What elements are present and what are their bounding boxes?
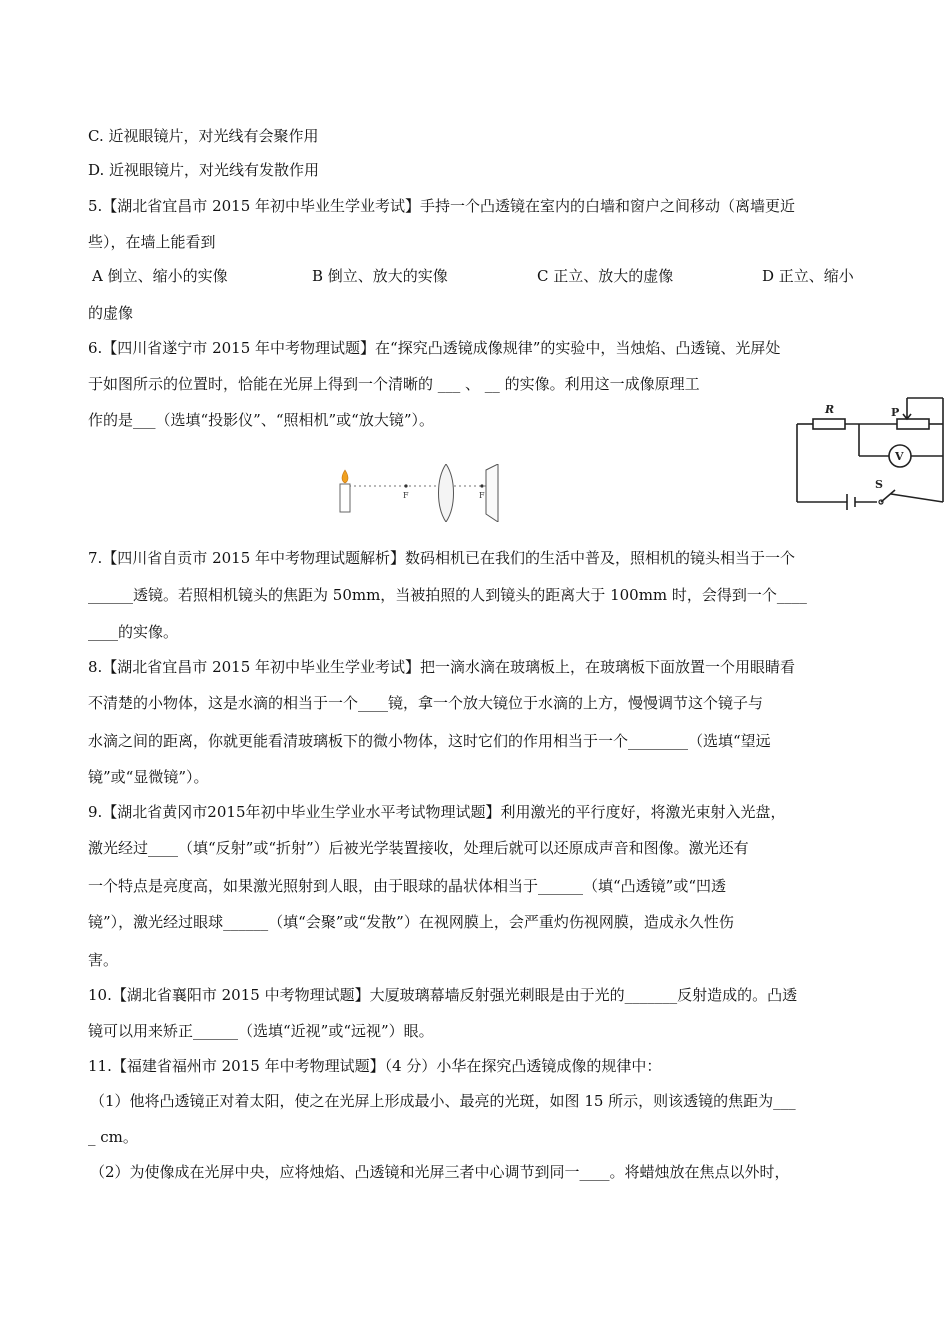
question-9-stem-cont-3: 镜”），激光经过眼球______（填“会聚”或“发散”）在视网膜上，会严重灼伤视网膜，造成永久性伤 xyxy=(88,913,734,931)
circuit-figure xyxy=(793,394,950,510)
option-b: B 倒立、放大的实像 xyxy=(312,267,448,285)
question-11-part-1: （1）他将凸透镜正对着太阳，使之在光屏上形成最小、最亮的光斑，如图 15 所示，则该透镜的焦距为___ xyxy=(90,1092,796,1110)
question-10-stem: 10.【湖北省襄阳市 2015 中考物理试题】大厦玻璃幕墙反射强光刺眼是由于光的_______反射造成的。凸透 xyxy=(88,986,798,1004)
rheostat xyxy=(897,419,929,429)
question-d-option: D. 近视眼镜片，对光线有发散作用 xyxy=(88,161,320,179)
question-8-stem: 8.【湖北省宜昌市 2015 年初中毕业生学业考试】把一滴水滴在玻璃板上，在玻璃板下面放置一个用眼睛看 xyxy=(88,658,796,676)
voltmeter-label: V xyxy=(895,450,904,463)
question-9-stem-end: 害。 xyxy=(88,951,119,969)
question-10-stem-cont: 镜可以用来矫正______（选填“近视”或“远视”）眼。 xyxy=(88,1022,434,1040)
convex-lens-icon xyxy=(439,464,454,522)
question-8-stem-end: 镜”或“显微镜”）。 xyxy=(88,768,209,786)
focal-point-2 xyxy=(480,484,483,487)
candle-icon xyxy=(340,484,350,512)
question-c-option: C. 近视眼镜片，对光线有会聚作用 xyxy=(88,127,319,145)
screen-icon xyxy=(486,464,498,522)
slider-p-label: P xyxy=(891,406,900,419)
option-d: D 正立、缩小 xyxy=(762,267,854,285)
lens-experiment-figure xyxy=(330,464,510,522)
option-d-cont: 的虚像 xyxy=(88,304,134,322)
question-6-blank: 作的是___（选填“投影仪”、“照相机”或“放大镜”）。 xyxy=(88,411,435,429)
question-7-stem-cont: ______透镜。若照相机镜头的焦距为 50mm，当被拍照的人到镜头的距离大于 100mm 时，会得到一个____ xyxy=(88,586,807,604)
battery-icon xyxy=(847,494,855,510)
focal-label-1: F xyxy=(403,491,409,500)
resistor-r xyxy=(813,419,845,429)
question-9-stem-cont-2: 一个特点是亮度高，如果激光照射到人眼，由于眼球的晶状体相当于______（填“凸透镜”或“凹透 xyxy=(88,877,727,895)
question-8-stem-cont-2: 水滴之间的距离，你就更能看清玻璃板下的微小物体，这时它们的作用相当于一个________（选填“望远 xyxy=(88,732,771,750)
switch-lever-icon xyxy=(881,490,895,502)
question-9-stem-cont: 激光经过____（填“反射”或“折射”）后被光学装置接收，处理后就可以还原成声音和图像。激光还有 xyxy=(88,839,749,857)
option-c: C 正立、放大的虚像 xyxy=(537,267,674,285)
flame-icon xyxy=(342,470,348,483)
question-11-part-2: （2）为使像成在光屏中央，应将烛焰、凸透镜和光屏三者中心调节到同一____。将蜡烛放在焦点以外时， xyxy=(90,1163,790,1181)
question-5-stem: 5.【湖北省宜昌市 2015 年初中毕业生学业考试】手持一个凸透镜在室内的白墙和窗户之间移动（离墙更近 xyxy=(88,197,796,215)
question-6-stem-cont: 于如图所示的位置时，恰能在光屏上得到一个清晰的 ___ 、 __ 的实像。利用这一成像原理工 xyxy=(88,375,700,393)
question-11-part-1-cont: _ cm。 xyxy=(88,1128,138,1146)
question-6-stem: 6.【四川省遂宁市 2015 年中考物理试题】在“探究凸透镜成像规律”的实验中，当烛焰、凸透镜、光屏处 xyxy=(88,339,781,357)
question-9-stem: 9.【湖北省黄冈市2015年初中毕业生学业水平考试物理试题】利用激光的平行度好，将激光束射入光盘， xyxy=(88,803,786,821)
question-7-blank: ____的实像。 xyxy=(88,623,179,641)
option-a: A 倒立、缩小的实像 xyxy=(92,267,228,285)
question-5-stem-cont: 些），在墙上能看到 xyxy=(88,233,216,251)
switch-s-label: S xyxy=(875,478,883,491)
resistor-r-label: R xyxy=(825,403,835,416)
question-11-stem: 11.【福建省福州市 2015 年中考物理试题】（4 分）小华在探究凸透镜成像的规律中： xyxy=(88,1057,662,1075)
slider-arrow-icon xyxy=(903,412,911,419)
focal-point-1 xyxy=(404,484,407,487)
question-8-stem-cont: 不清楚的小物体，这是水滴的相当于一个____镜，拿一个放大镜位于水滴的上方，慢慢调节这个镜子与 xyxy=(88,694,764,712)
question-7-stem: 7.【四川省自贡市 2015 年中考物理试题解析】数码相机已在我们的生活中普及，照相机的镜头相当于一个 xyxy=(88,549,796,567)
focal-label-2: F xyxy=(479,491,485,500)
